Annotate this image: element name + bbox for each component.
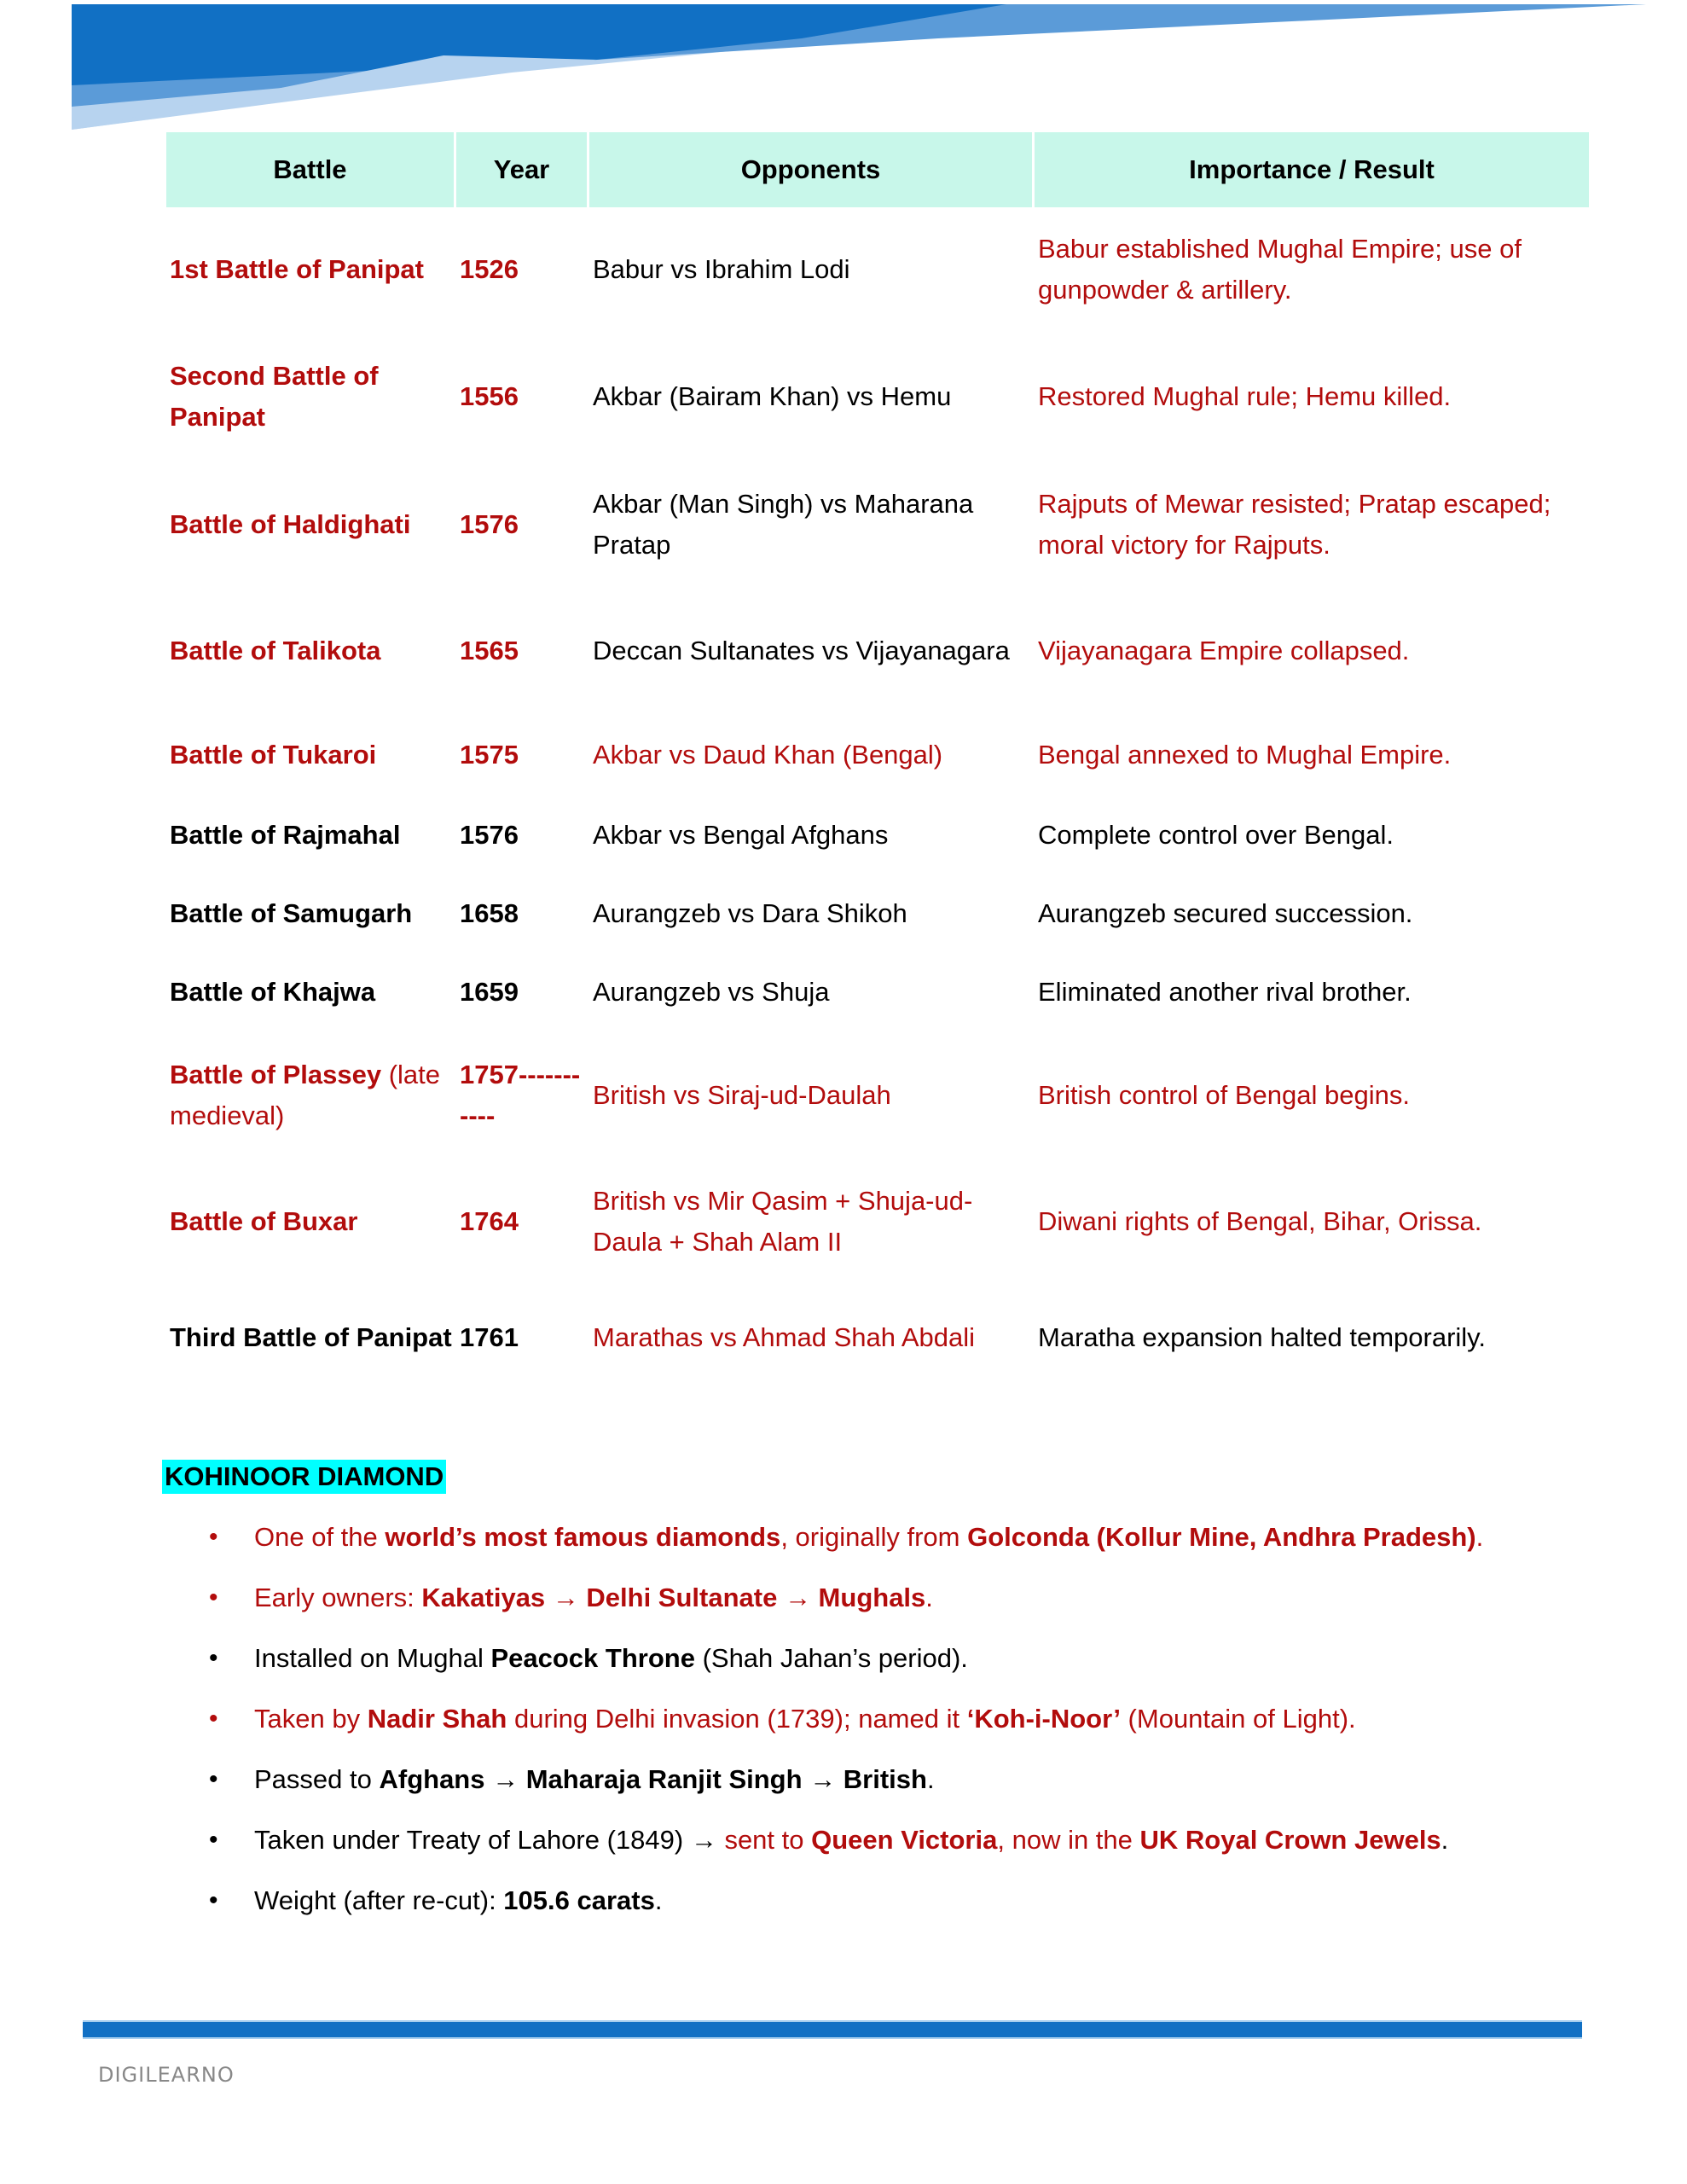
result-cell-text: Complete control over Bengal. xyxy=(1038,820,1394,850)
bullet-emphasis: Golconda (Kollur Mine, Andhra Pradesh) xyxy=(967,1522,1476,1552)
bullet-text: , originally from xyxy=(780,1522,968,1552)
list-item xyxy=(205,1759,1535,1800)
opponents-cell-text: Aurangzeb vs Dara Shikoh xyxy=(593,898,907,928)
opponents-cell-text: Akbar (Bairam Khan) vs Hemu xyxy=(593,381,952,411)
table-row xyxy=(166,1159,1589,1284)
bullet-emphasis: Kakatiyas → Delhi Sultanate → Mughals xyxy=(421,1583,926,1612)
battle-cell-text: Third Battle of Panipat xyxy=(170,1322,452,1352)
result-cell xyxy=(1035,874,1589,953)
list-item xyxy=(205,1517,1535,1558)
kohinoor-bullet-list xyxy=(205,1517,1535,1941)
result-cell-text: Diwani rights of Bengal, Bihar, Orissa. xyxy=(1038,1206,1482,1236)
table-row xyxy=(166,332,1589,462)
opponents-cell xyxy=(589,462,1035,588)
bullet-emphasis: Nadir Shah xyxy=(367,1704,507,1734)
table-row xyxy=(166,796,1589,874)
bullet-icon: • xyxy=(209,1583,218,1612)
bullet-icon: • xyxy=(209,1705,218,1733)
year-cell xyxy=(456,1159,589,1284)
result-cell xyxy=(1035,1031,1589,1159)
list-item xyxy=(205,1699,1535,1740)
result-cell xyxy=(1035,796,1589,874)
result-cell-text: Aurangzeb secured succession. xyxy=(1038,898,1413,928)
battle-cell-text: 1st Battle of Panipat xyxy=(170,254,424,284)
battle-cell xyxy=(166,953,456,1031)
opponents-cell xyxy=(589,332,1035,462)
battle-cell-text: Second Battle of Panipat xyxy=(170,361,379,432)
opponents-cell-text: Akbar vs Daud Khan (Bengal) xyxy=(593,740,943,770)
result-cell xyxy=(1035,714,1589,796)
result-cell xyxy=(1035,953,1589,1031)
bullet-text: Taken by xyxy=(254,1704,368,1734)
battle-cell-text: Battle of Talikota xyxy=(170,636,381,665)
result-cell-text: Maratha expansion halted temporarily. xyxy=(1038,1322,1486,1352)
bullet-text: . xyxy=(654,1885,663,1915)
opponents-cell xyxy=(589,1031,1035,1159)
year-cell xyxy=(456,1284,589,1391)
opponents-cell xyxy=(589,874,1035,953)
list-item xyxy=(205,1638,1535,1679)
year-cell-text: 1761 xyxy=(460,1322,519,1352)
bullet-emphasis: Peacock Throne xyxy=(490,1643,695,1673)
opponents-cell xyxy=(589,714,1035,796)
battle-cell xyxy=(166,462,456,588)
year-cell xyxy=(456,953,589,1031)
year-cell xyxy=(456,1031,589,1159)
table-row xyxy=(166,1284,1589,1391)
battle-cell-text: Battle of Buxar xyxy=(170,1206,358,1236)
bullet-text: One of the xyxy=(254,1522,386,1552)
result-cell-text: Babur established Mughal Empire; use of gunpowder & artillery. xyxy=(1038,234,1522,305)
battle-cell xyxy=(166,1031,456,1159)
year-cell xyxy=(456,462,589,588)
bullet-text: Early owners: xyxy=(254,1583,422,1612)
year-cell xyxy=(456,332,589,462)
bullet-emphasis: Afghans → Maharaja Ranjit Singh → British xyxy=(379,1764,927,1794)
result-cell-text: British control of Bengal begins. xyxy=(1038,1080,1410,1110)
bullet-icon: • xyxy=(209,1523,218,1551)
bullet-text: (Shah Jahan’s period). xyxy=(694,1643,968,1673)
bullet-icon: • xyxy=(209,1886,218,1914)
year-cell-text: 1658 xyxy=(460,898,519,928)
result-cell xyxy=(1035,1159,1589,1284)
table-body xyxy=(166,207,1589,1391)
year-cell xyxy=(456,714,589,796)
opponents-cell xyxy=(589,1284,1035,1391)
opponents-cell xyxy=(589,796,1035,874)
battle-cell xyxy=(166,207,456,332)
year-cell-text: 1556 xyxy=(460,381,519,411)
result-cell xyxy=(1035,588,1589,714)
bullet-icon: • xyxy=(209,1644,218,1672)
battle-cell-note: (late medieval) xyxy=(170,1060,441,1130)
opponents-cell xyxy=(589,207,1035,332)
table-row xyxy=(166,588,1589,714)
result-cell-text: Eliminated another rival brother. xyxy=(1038,977,1412,1007)
bullet-text: Taken under Treaty of Lahore (1849) → xyxy=(254,1825,725,1855)
battle-cell xyxy=(166,588,456,714)
opponents-cell xyxy=(589,588,1035,714)
bullet-text: (Mountain of Light). xyxy=(1120,1704,1356,1734)
year-cell xyxy=(456,588,589,714)
list-item xyxy=(205,1820,1535,1861)
opponents-cell-text: Deccan Sultanates vs Vijayanagara xyxy=(593,636,1010,665)
battle-cell-text: Battle of Plassey xyxy=(170,1060,382,1089)
year-cell-text: 1757----------- xyxy=(460,1060,581,1130)
table-row xyxy=(166,462,1589,588)
year-cell-text: 1576 xyxy=(460,820,519,850)
bullet-emphasis: ‘Koh-i-Noor’ xyxy=(966,1704,1121,1734)
battles-table xyxy=(166,132,1589,1391)
footer-brand: DIGILEARNO xyxy=(98,2063,235,2087)
bullet-text: . xyxy=(1475,1522,1484,1552)
bullet-emphasis: 105.6 carats xyxy=(503,1885,655,1915)
result-cell-text: Rajputs of Mewar resisted; Pratap escaped; moral victory for Rajputs. xyxy=(1038,489,1551,560)
bullet-icon: • xyxy=(209,1826,218,1854)
table-row xyxy=(166,714,1589,796)
battle-cell xyxy=(166,1159,456,1284)
result-cell xyxy=(1035,332,1589,462)
battle-cell xyxy=(166,796,456,874)
battle-cell-text: Battle of Rajmahal xyxy=(170,820,401,850)
column-header-year: Year xyxy=(456,132,589,207)
bullet-icon: • xyxy=(209,1765,218,1793)
table-row xyxy=(166,953,1589,1031)
column-header-result: Importance / Result xyxy=(1035,132,1589,207)
header-banner xyxy=(0,0,1687,136)
footer-divider-bar xyxy=(83,2020,1582,2039)
year-cell xyxy=(456,874,589,953)
bullet-text: during Delhi invasion (1739); named it xyxy=(507,1704,967,1734)
battle-cell xyxy=(166,714,456,796)
bullet-text: Passed to xyxy=(254,1764,380,1794)
bullet-text: Installed on Mughal xyxy=(254,1643,491,1673)
battle-cell-text: Battle of Khajwa xyxy=(170,977,376,1007)
battle-cell xyxy=(166,874,456,953)
bullet-emphasis: Queen Victoria xyxy=(811,1825,998,1855)
opponents-cell xyxy=(589,953,1035,1031)
bullet-text: sent to xyxy=(724,1825,812,1855)
battle-cell xyxy=(166,1284,456,1391)
year-cell xyxy=(456,207,589,332)
column-header-opponents: Opponents xyxy=(589,132,1035,207)
year-cell-text: 1576 xyxy=(460,509,519,539)
bullet-text: Weight (after re-cut): xyxy=(254,1885,504,1915)
opponents-cell-text: Aurangzeb vs Shuja xyxy=(593,977,830,1007)
column-header-battle: Battle xyxy=(166,132,456,207)
year-cell-text: 1575 xyxy=(460,740,519,770)
battle-cell-text: Battle of Samugarh xyxy=(170,898,413,928)
bullet-emphasis: world’s most famous diamonds xyxy=(385,1522,781,1552)
bullet-emphasis: UK Royal Crown Jewels xyxy=(1139,1825,1441,1855)
year-cell-text: 1526 xyxy=(460,254,519,284)
table-row xyxy=(166,207,1589,332)
opponents-cell-text: Babur vs Ibrahim Lodi xyxy=(593,254,850,284)
battle-cell-text: Battle of Haldighati xyxy=(170,509,411,539)
opponents-cell-text: Marathas vs Ahmad Shah Abdali xyxy=(593,1322,976,1352)
bullet-text: . xyxy=(926,1764,935,1794)
bullet-text: . xyxy=(1441,1825,1449,1855)
table-row xyxy=(166,874,1589,953)
year-cell xyxy=(456,796,589,874)
table-row xyxy=(166,1031,1589,1159)
result-cell xyxy=(1035,462,1589,588)
result-cell xyxy=(1035,207,1589,332)
battle-cell-text: Battle of Tukaroi xyxy=(170,740,377,770)
table-header-row xyxy=(166,132,1589,207)
year-cell-text: 1659 xyxy=(460,977,519,1007)
result-cell-text: Restored Mughal rule; Hemu killed. xyxy=(1038,381,1452,411)
opponents-cell-text: British vs Siraj-ud-Daulah xyxy=(593,1080,891,1110)
opponents-cell-text: Akbar (Man Singh) vs Maharana Pratap xyxy=(593,489,974,560)
section-heading-kohinoor: KOHINOOR DIAMOND xyxy=(162,1460,446,1494)
bullet-text: . xyxy=(925,1583,933,1612)
year-cell-text: 1764 xyxy=(460,1206,519,1236)
banner-dark-wedge xyxy=(72,4,1006,85)
result-cell xyxy=(1035,1284,1589,1391)
opponents-cell xyxy=(589,1159,1035,1284)
list-item xyxy=(205,1880,1535,1921)
bullet-text: , now in the xyxy=(997,1825,1140,1855)
result-cell-text: Vijayanagara Empire collapsed. xyxy=(1038,636,1410,665)
result-cell-text: Bengal annexed to Mughal Empire. xyxy=(1038,740,1452,770)
battle-cell xyxy=(166,332,456,462)
opponents-cell-text: Akbar vs Bengal Afghans xyxy=(593,820,889,850)
opponents-cell-text: British vs Mir Qasim + Shuja-ud-Daula + Shah Alam II xyxy=(593,1186,973,1257)
year-cell-text: 1565 xyxy=(460,636,519,665)
list-item xyxy=(205,1577,1535,1618)
